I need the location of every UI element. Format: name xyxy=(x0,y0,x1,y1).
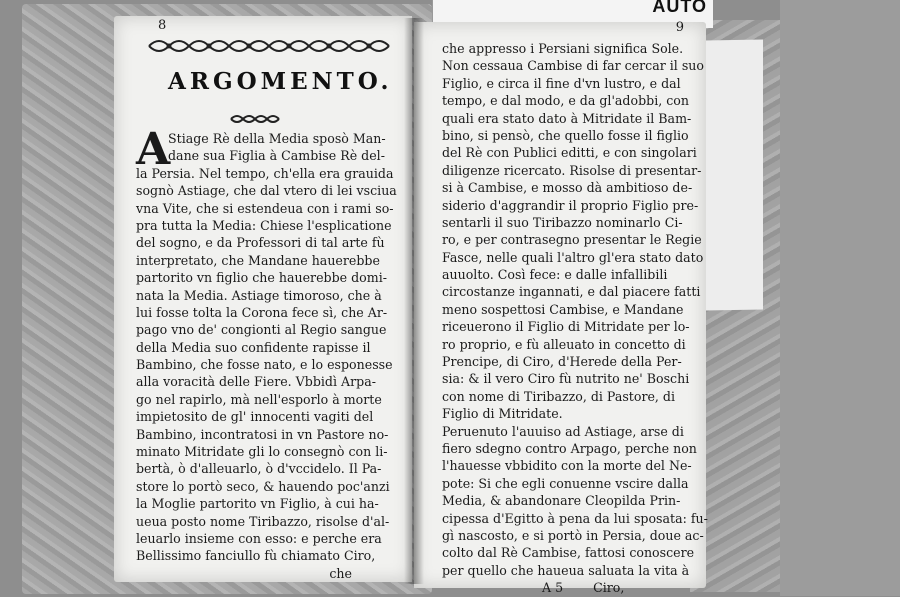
text-line: partorito vn figlio che hauerebbe domi- xyxy=(136,270,387,286)
text-line: riceuerono il Figlio di Mitridate per lo- xyxy=(442,319,690,335)
text-line: go nel rapirlo, mà nell'esporlo à morte xyxy=(136,391,382,407)
page-title: ARGOMENTO. xyxy=(168,68,393,95)
text-line: la Moglie partorito vn Figlio, à cui ha- xyxy=(136,496,379,512)
text-line: tempo, e dal modo, e da gl'adobbi, con xyxy=(442,93,689,109)
text-line: che appresso i Persiani significa Sole. xyxy=(442,41,684,56)
text-line: leuarlo insieme con esso: e perche era xyxy=(136,530,382,546)
title-ornament-icon xyxy=(229,112,281,126)
text-line: per quello che haueua saluata la vita à xyxy=(442,562,690,578)
right-page xyxy=(414,20,708,596)
text-line: Stiage Rè della Media sposò Man- xyxy=(168,131,386,146)
text-line: Bambino, incontratosi in vn Pastore no- xyxy=(136,426,389,442)
left-page xyxy=(114,16,412,582)
text-line: impietosito de gl' innocenti vagiti del xyxy=(136,409,374,425)
text-line: vna Vite, che si estendeua con i rami so- xyxy=(136,200,394,216)
text-line: ro proprio, e fù alleuato in concetto di xyxy=(442,336,686,352)
text-line: Figlio di Mitridate. xyxy=(442,406,563,422)
right-page-text xyxy=(442,40,708,597)
text-line: sognò Astiage, che dal vtero di lei vsciua xyxy=(136,183,397,199)
text-line: del Rè con Publici editti, e con singolari xyxy=(442,145,697,161)
text-line: cipessa d'Egitto à pena da lui sposata: fu- xyxy=(442,510,708,526)
signature-mark: A 5 xyxy=(542,580,564,596)
text-line: pago vno de' congionti al Regio sangue xyxy=(136,322,387,338)
catchword: Ciro, xyxy=(593,580,625,596)
text-line: fiero sdegno contro Arpago, perche non xyxy=(442,440,697,456)
text-line: siderio d'aggrandir il proprio Figlio pre- xyxy=(442,197,699,213)
page-footer xyxy=(442,579,704,596)
text-line: colto dal Rè Cambise, fattosi conoscere xyxy=(442,545,695,561)
text-line: bertà, ò d'alleuarlo, ò d'vccidelo. Il Pa- xyxy=(136,461,382,477)
text-line: la Persia. Nel tempo, ch'ella era grauida xyxy=(136,165,394,181)
book-gutter xyxy=(404,18,424,584)
text-line: sia: & il vero Ciro fù nutrito ne' Boschi xyxy=(442,371,690,387)
text-line: ueua posto nome Tiribazzo, risolse d'al- xyxy=(136,513,390,529)
text-line: ro, e per contrasegno presentar le Regie xyxy=(442,232,702,248)
text-line: Non cessaua Cambise di far cercar il suo xyxy=(442,58,704,74)
text-line: Media, & abandonare Cleopilda Prin- xyxy=(442,493,681,509)
text-line: diligenze ricercato. Risolse di presentar- xyxy=(442,162,702,178)
text-line: Fasce, nelle quali l'altro gl'era stato dato xyxy=(442,249,704,265)
paper-slip xyxy=(705,39,763,310)
text-line: sentarli il suo Tiribazzo nominarlo Ci- xyxy=(442,214,683,230)
catchword: che xyxy=(329,565,352,581)
text-line: della Media suo confidente rapisse il xyxy=(136,339,371,355)
text-line: meno sospettosi Cambise, e Mandane xyxy=(442,301,684,317)
background-surface xyxy=(780,0,900,596)
headpiece-ornament-icon xyxy=(144,36,394,56)
text-line: quali era stato dato à Mitridate il Bam- xyxy=(442,110,692,126)
text-line: lui fosse tolta la Corona fece sì, che Ar- xyxy=(136,304,388,320)
text-line: si à Cambise, e mosso dà ambitioso de- xyxy=(442,180,693,196)
text-line: l'hauesse vbbidito con la morte del Ne- xyxy=(442,458,692,474)
text-line: pra tutta la Media: Chiese l'esplicatione xyxy=(136,217,392,233)
text-line: pote: Si che egli conuenne vscire dalla xyxy=(442,475,689,491)
left-page-text xyxy=(136,124,398,582)
text-line: Bellissimo fanciullo fù chiamato Ciro, xyxy=(136,548,376,564)
text-line: con nome di Tiribazzo, di Pastore, di xyxy=(442,388,676,404)
text-line: del sogno, e da Professori di tal arte fù xyxy=(136,235,385,251)
text-line: interpretato, che Mandane hauerebbe xyxy=(136,252,380,268)
text-line: gì nascosto, e si portò in Persia, doue ac- xyxy=(442,527,704,543)
text-line: store lo portò seco, & hauendo poc'anzi xyxy=(136,478,390,494)
text-line: bino, si pensò, che quello fosse il figlio xyxy=(442,127,689,143)
right-page-number: 9 xyxy=(675,20,684,35)
text-line: nata la Media. Astiage timoroso, che à xyxy=(136,287,382,303)
text-line: Peruenuto l'auuiso ad Astiage, arse di xyxy=(442,423,684,439)
left-page-number: 8 xyxy=(158,18,167,33)
text-line: Figlio, e circa il fine d'vn lustro, e dal xyxy=(442,75,681,91)
text-line: auuolto. Così fece: e dalle infallibili xyxy=(442,267,668,283)
text-line: circostanze ingannati, e dal piacere fatti xyxy=(442,284,701,300)
text-line: Prencipe, di Ciro, d'Herede della Per- xyxy=(442,354,682,370)
text-line: minato Mitridate gli lo consegnò con li- xyxy=(136,444,388,460)
text-line: Bambino, che fosse nato, e lo esponesse xyxy=(136,357,393,373)
text-line: dane sua Figlia à Cambise Rè del- xyxy=(168,148,385,164)
text-line: alla voracità delle Fiere. Vbbidì Arpa- xyxy=(136,374,376,390)
catalog-label-text: AUTO xyxy=(652,0,707,16)
drop-cap: A xyxy=(136,124,171,175)
